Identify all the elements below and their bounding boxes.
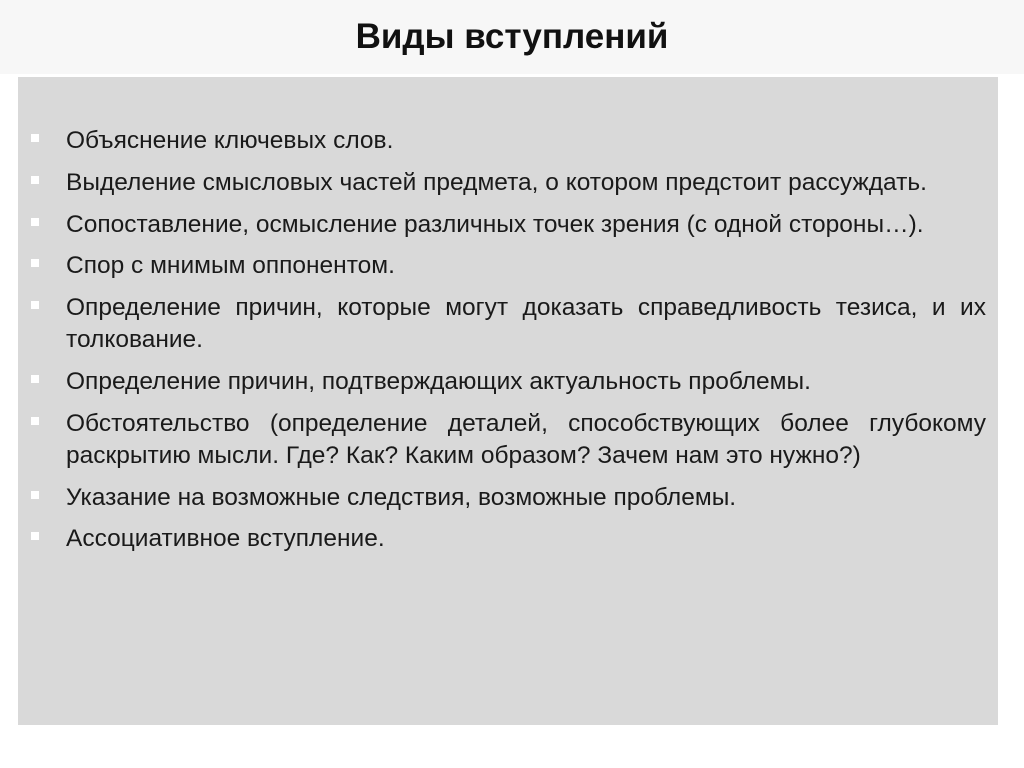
list-item-text: Объяснение ключевых слов. [66,127,394,154]
list-item [31,125,986,157]
square-bullet-icon [31,532,39,540]
square-bullet-icon [31,417,39,425]
square-bullet-icon [31,176,39,184]
list-item [31,292,986,356]
list-item [31,408,986,472]
list-item [31,366,986,398]
bullet-list [31,125,986,565]
list-item-text: Определение причин, подтверждающих актуальность проблемы. [66,367,811,395]
list-item-text: Выделение смысловых частей предмета, о котором предстоит рассуждать. [66,168,927,196]
list-item-text: Спор с мнимым оппонентом. [66,252,395,280]
slide-title: Виды вступлений [355,17,669,56]
list-item-text: Указание на возможные следствия, возможные проблемы. [66,483,737,511]
square-bullet-icon [31,218,39,226]
square-bullet-icon [31,491,39,499]
content-panel [18,77,998,725]
square-bullet-icon [31,259,39,267]
list-item [31,523,986,555]
square-bullet-icon [31,301,39,309]
list-item-text: Ассоциативное вступление. [66,525,385,553]
list-item-text: Сопоставление, осмысление различных точек зрения (с одной стороны…). [66,210,924,238]
list-item [31,250,986,282]
square-bullet-icon [31,134,39,142]
square-bullet-icon [31,375,39,383]
list-item [31,167,986,199]
list-item [31,209,986,241]
list-item-text: Определение причин, которые могут доказать справедливость тезиса, и их толкование. [66,294,986,354]
list-item-text: Обстоятельство (определение деталей, способствующих более глубокому раскрытию мысли. Где? Как? Каким образом? Зачем нам это нужно?) [66,409,986,469]
list-item [31,482,986,514]
